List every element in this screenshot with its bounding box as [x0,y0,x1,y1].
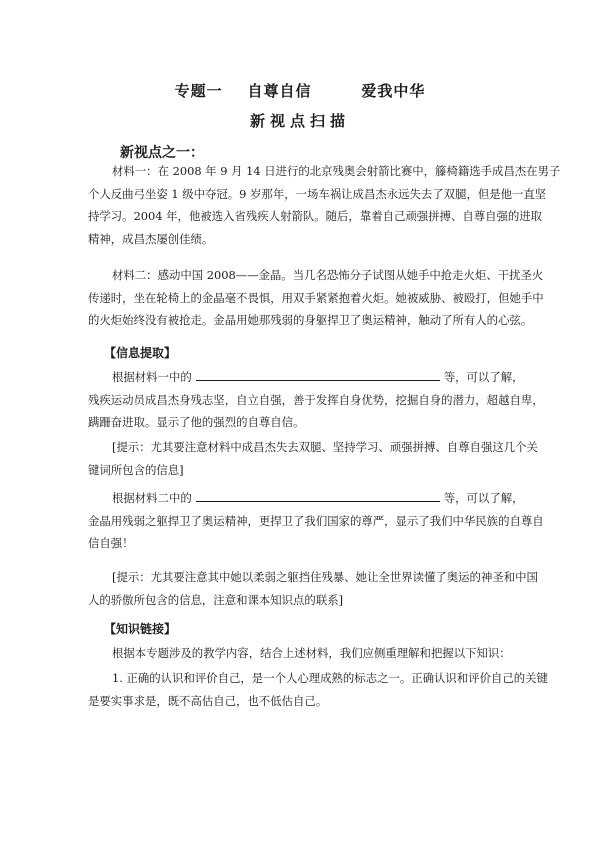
material-1-line: 材料一：在 2008 年 9 月 14 日进行的北京残奥会射箭比赛中，籐椅籍选手成昌杰在男子 [112,164,561,178]
material-1-paragraph [88,160,561,250]
material-1-line: 个人反曲弓坐姿 1 级中夺冠。9 岁那年，一场车祸让成昌杰永远失去了双腿，但是他一直坚 [88,186,547,201]
question-2-line [88,487,524,510]
material-2-line: 材料二：感动中国 2008——金晶。当几名恐怖分子试图从她手中抢走火炬、干扰圣火 [112,268,544,282]
question-2-suffix: 等，可以了解， [443,491,524,505]
knowledge-intro-line: 根据本专题涉及的教学内容，结合上述材料，我们应侧重理解和把握以下知识： [112,646,511,660]
material-2-line: 的火炬始终没有被抢走。金晶用她那残弱的身躯捍卫了奥运精神，触动了所有人的心弦。 [88,313,533,327]
material-1-line: 持学习。2004 年，他被选入省残疾人射箭队。随后，靠着自己顽强拼搏、自尊自强的进取 [88,209,543,223]
hint-1 [88,436,538,481]
knowledge-point-1 [88,667,548,712]
question-1-suffix: 等，可以了解， [443,370,524,384]
page-title: 专题一 自尊自信 爱我中华 [174,82,426,100]
hint-2 [88,566,538,611]
question-1 [88,366,544,434]
section-heading: 新视点之一： [120,145,204,161]
question-1-prefix: 根据材料一中的 [112,370,192,384]
material-2-line: 传递时，坐在轮椅上的金晶毫不畏惧，用双手紧紧抱着火炬。她被威胁、被殴打，但她手中 [88,290,544,305]
question-2 [88,487,544,555]
page-subtitle: 新视点扫描 [249,112,350,130]
answer-blank-1[interactable] [196,367,440,381]
hint-1-line: 键词所包含的信息] [88,462,184,477]
question-1-text-line: 蹒跚奋进取。显示了他的强烈的自尊自信。 [88,415,305,429]
material-1-line: 精神，成昌杰屡创佳绩。 [88,231,214,246]
hint-2-line: 人的骄傲所包含的信息，注意和课本知识点的联系] [88,592,344,607]
knowledge-intro [88,642,516,665]
question-2-text-line: 金晶用残弱之躯捍卫了奥运精神，更捍卫了我们国家的尊严，显示了我们中华民族的自尊自 [88,513,544,528]
knowledge-point-1-line: 是要实事求是，既不高估自己，也不低估自己。 [88,693,328,708]
knowledge-point-1-line: 1. 正确的认识和评价自己，是一个人心理成熟的标志之一。正确认识和评价自己的关键 [112,671,548,685]
hint-2-line: [提示：尤其要注意其中她以柔弱之躯挡住残暴、她让全世界读懂了奥运的神圣和中国 [112,570,538,584]
material-2-paragraph [88,264,544,332]
hint-1-line: [提示：尤其要注意材料中成昌杰失去双腿、坚持学习、顽强拼搏、自尊自强这几个关 [112,440,538,454]
question-2-text-line: 信自强！ [88,536,134,550]
question-1-text-line: 残疾运动员成昌杰身残志坚，自立自强，善于发挥自身优势，挖掘自身的潜力，超越自卑， [88,392,544,407]
question-1-line [88,366,524,389]
answer-blank-2[interactable] [196,488,440,502]
question-2-prefix: 根据材料二中的 [112,491,192,505]
knowledge-link-heading: 【知识链接】 [104,622,177,636]
info-extract-heading: 【信息提取】 [104,346,177,360]
